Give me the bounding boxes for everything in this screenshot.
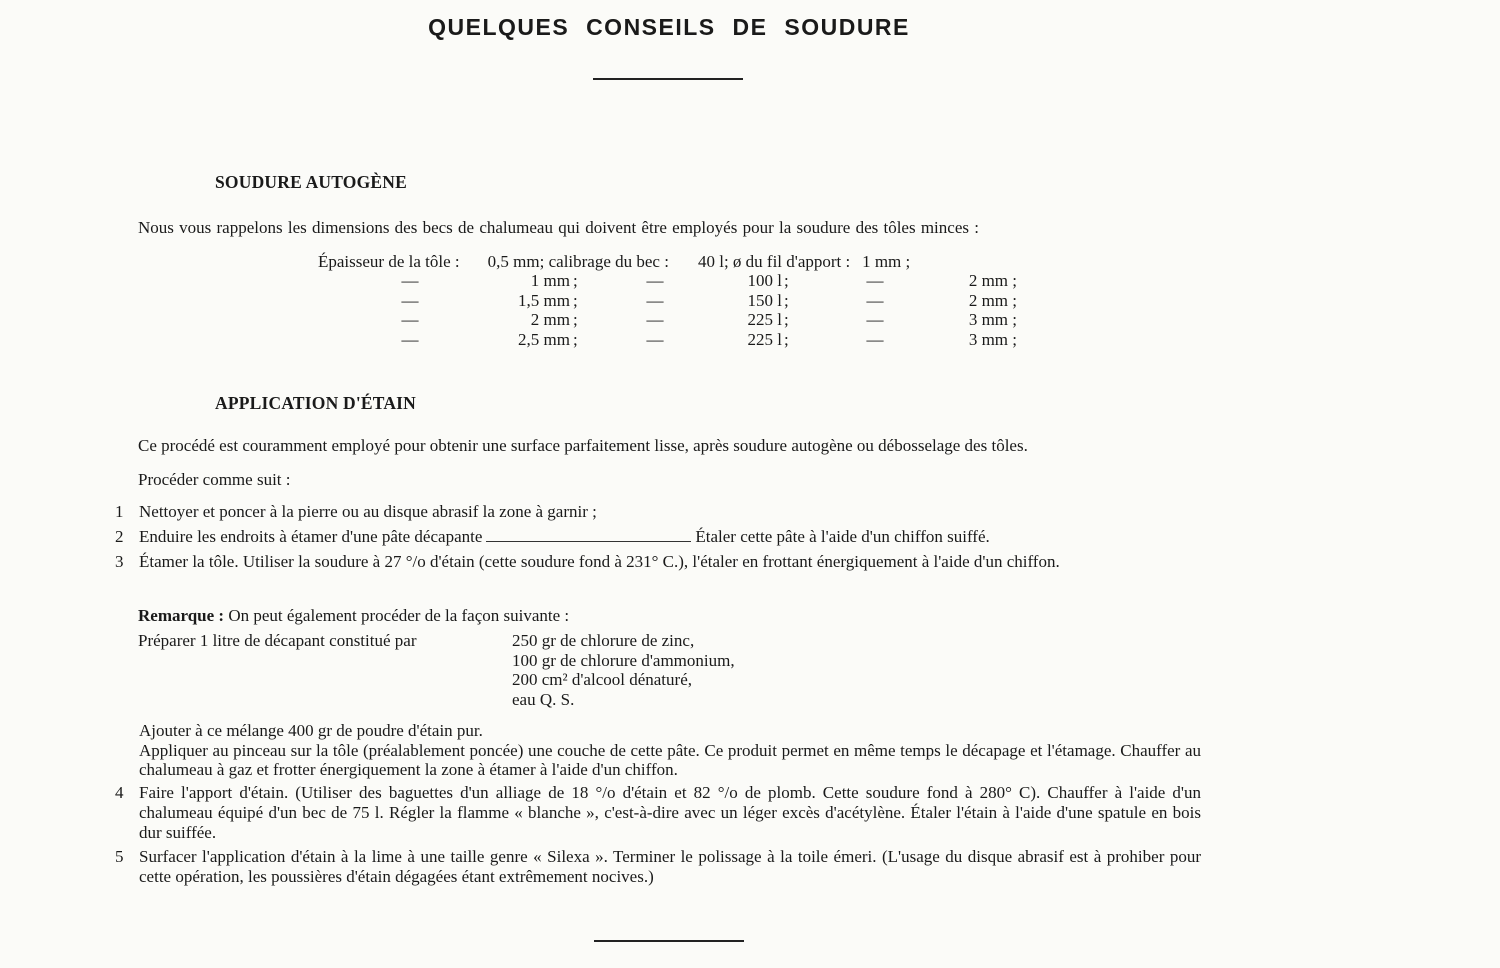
- fil-value: 2 mm ;: [968, 290, 1017, 310]
- section1-intro: Nous vous rappelons les dimensions des becs de chalumeau qui doivent être employés pour la soudure des tôles minces :: [138, 218, 979, 237]
- step-number: 3: [115, 552, 124, 571]
- dash: —: [866, 329, 884, 349]
- table-row: [318, 252, 910, 272]
- proceed-text: Procéder comme suit :: [138, 470, 291, 489]
- step-text: Étamer la tôle. Utiliser la soudure à 27 °/o d'étain (cette soudure fond à 231° C.), l'étaler en frottant énergiquement à l'aide d'un chiffon.: [139, 552, 1060, 571]
- footer-divider: [594, 940, 744, 942]
- dash: —: [646, 329, 664, 349]
- dash: —: [401, 329, 419, 349]
- dash: —: [646, 310, 664, 329]
- ingredients-list: [512, 631, 735, 709]
- after-line: Ajouter à ce mélange 400 gr de poudre d'étain pur.: [139, 721, 483, 740]
- dash: —: [646, 290, 664, 310]
- thickness-value: 2 mm: [530, 310, 570, 329]
- separator: ;: [784, 290, 789, 310]
- torch-dimensions-table: [318, 252, 910, 272]
- fil-value: 3 mm ;: [968, 310, 1017, 329]
- separator: ;: [784, 329, 789, 349]
- calibrage-value: 100 l: [747, 271, 782, 290]
- after-line: Appliquer au pinceau sur la tôle (préalablement poncée) une couche de cette pâte. Ce produit permet en même temps le décapage et l'étamage. Chauffer au chalumeau à gaz et frotter énergiquement la zone à étamer à l'aide d'un chiffon.: [139, 740, 1201, 779]
- step-text-a: Enduire les endroits à étamer d'une pâte décapante: [139, 527, 483, 546]
- dash: —: [401, 271, 419, 290]
- ingredient-item: 100 gr de chlorure d'ammonium,: [512, 650, 735, 670]
- separator: ;: [573, 310, 578, 329]
- page-title: QUELQUES CONSEILS DE SOUDURE: [428, 14, 910, 40]
- section-heading-application-etain: APPLICATION D'ÉTAIN: [215, 393, 417, 413]
- step-number: 1: [115, 502, 124, 521]
- section-heading-soudure-autogene: SOUDURE AUTOGÈNE: [215, 172, 408, 192]
- calibrage-value: 225 l: [747, 310, 782, 329]
- thickness-value: 1,5 mm: [518, 290, 570, 310]
- calibrage-value: 40 l: [697, 252, 724, 271]
- separator: ;: [784, 271, 789, 290]
- thickness-label: Épaisseur de la tôle :: [318, 252, 460, 271]
- fil-value: 1 mm ;: [862, 252, 911, 271]
- step-text: Faire l'apport d'étain. (Utiliser des baguettes d'un alliage de 18 °/o d'étain et 82 °/o de plomb. Cette soudure fond à 280° C). Chauffer à l'aide d'un chalumeau équipé d'un bec de 75 l. Régler la flamme « blanche », c'est-à-dire avec un léger excès d'acétylène. Étaler l'étain à l'aide d'une spatule en bois dur suiffée.: [139, 783, 1201, 842]
- thickness-value: 2,5 mm: [518, 329, 570, 349]
- step-text: Surfacer l'application d'étain à la lime à une taille genre « Silexa ». Terminer le polissage à la toile émeri. (L'usage du disque abrasif est à prohiber pour cette opération, les poussières d'étain dégagées étant extrêmement nocives.): [139, 847, 1201, 886]
- title-divider: [593, 78, 743, 80]
- separator: ;: [573, 271, 578, 290]
- section2-intro: Ce procédé est couramment employé pour obtenir une surface parfaitement lisse, après soudure autogène ou débosselage des tôles.: [138, 436, 1028, 455]
- ingredient-item: eau Q. S.: [512, 689, 575, 709]
- step-text-wrap: [139, 527, 1201, 547]
- step-number: 5: [115, 847, 124, 866]
- separator: ;: [784, 310, 789, 329]
- calibrage-value: 225 l: [747, 329, 782, 349]
- fil-value: 3 mm ;: [968, 329, 1017, 349]
- separator: ;: [573, 290, 578, 310]
- calibrage-label: ; calibrage du bec :: [539, 252, 669, 271]
- calibrage-value: 150 l: [747, 290, 782, 310]
- dash: —: [401, 310, 419, 329]
- dash: —: [866, 271, 884, 290]
- remark-label: Remarque :: [138, 606, 225, 625]
- ingredient-item: 200 cm² d'alcool dénaturé,: [512, 670, 692, 689]
- dash: —: [866, 290, 884, 310]
- step-text: Nettoyer et poncer à la pierre ou au disque abrasif la zone à garnir ;: [139, 502, 597, 521]
- dash: —: [646, 271, 664, 290]
- thickness-value: 0,5 mm: [487, 252, 540, 271]
- thickness-value: 1 mm: [530, 271, 570, 290]
- dash: —: [866, 310, 884, 329]
- step-text-b: Étaler cette pâte à l'aide d'un chiffon suiffé.: [695, 527, 990, 546]
- separator: ;: [573, 329, 578, 349]
- blank-line: [486, 527, 691, 542]
- step-number: 2: [115, 527, 124, 546]
- ingredient-item: 250 gr de chlorure de zinc,: [512, 631, 695, 650]
- step-number: 4: [115, 783, 124, 802]
- prepare-text: Préparer 1 litre de décapant constitué par: [138, 631, 417, 650]
- dash: —: [401, 290, 419, 310]
- fil-label: ; ø du fil d'apport :: [723, 252, 851, 271]
- after-paragraph: [139, 721, 1201, 780]
- fil-value: 2 mm ;: [968, 271, 1017, 290]
- remark-text: On peut également procéder de la façon suivante :: [228, 606, 570, 625]
- remark: [138, 606, 569, 626]
